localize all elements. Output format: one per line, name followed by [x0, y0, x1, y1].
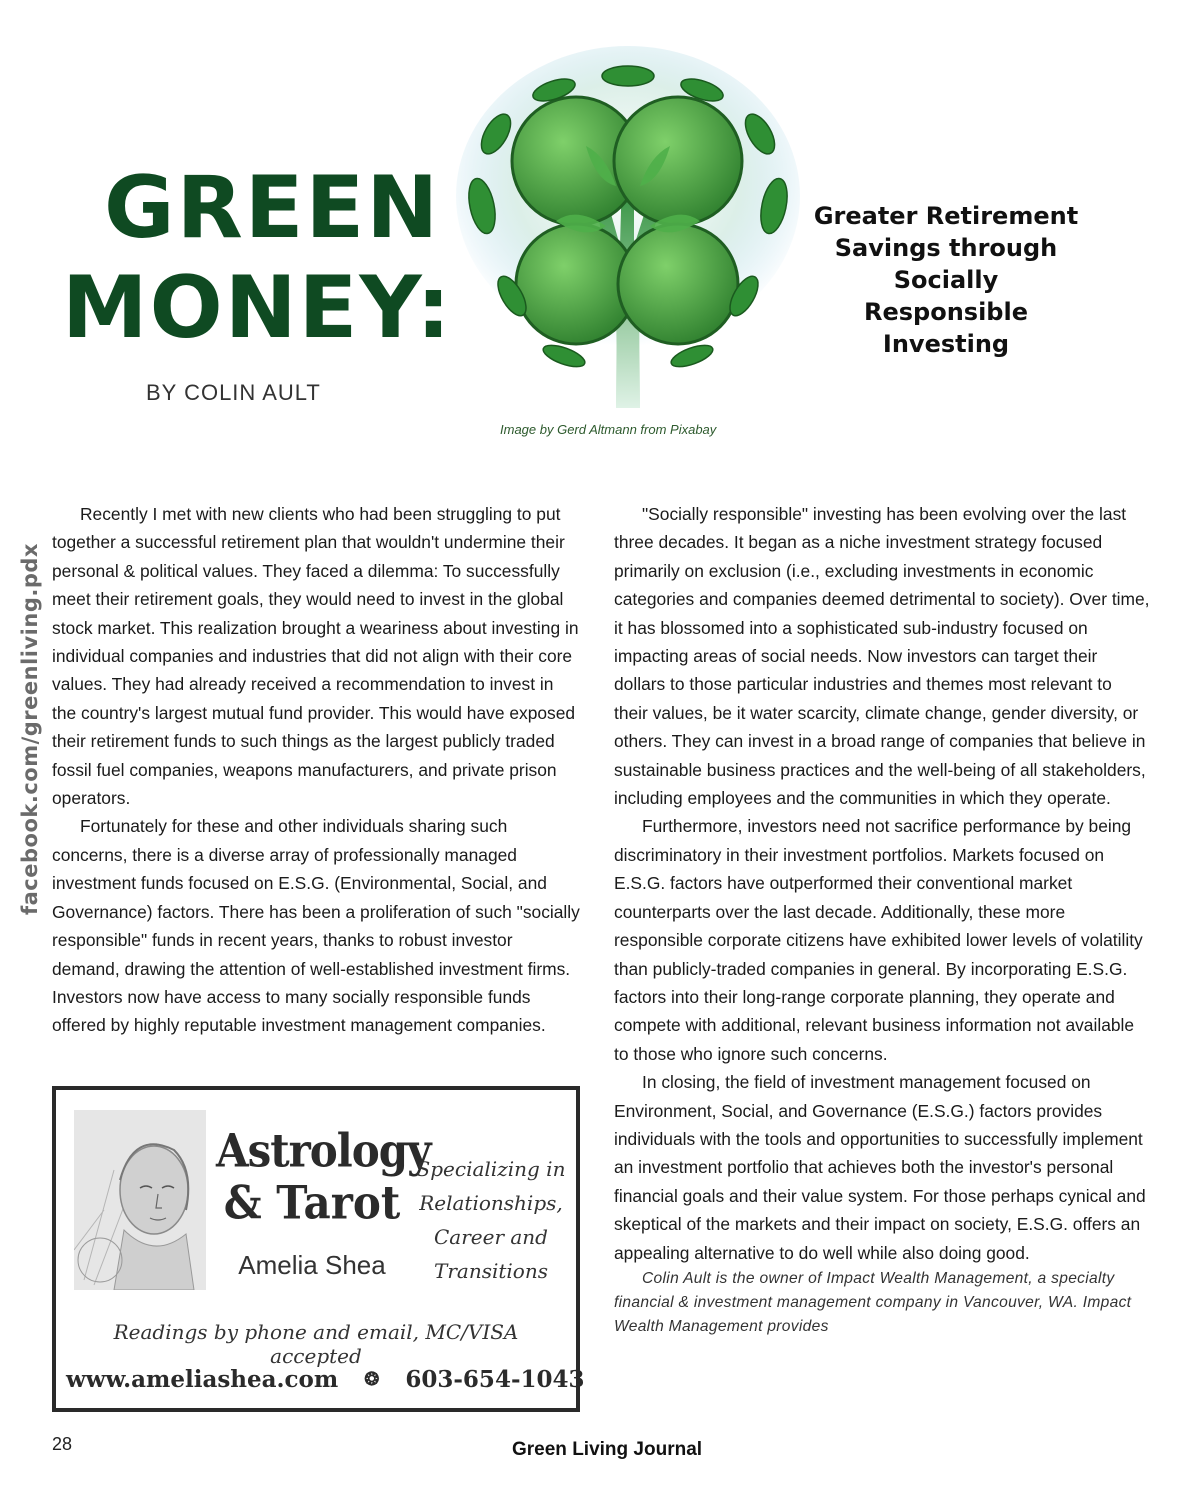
ad-readings-note: Readings by phone and email, MC/VISA accepted	[113, 1320, 519, 1368]
article-paragraph: "Socially responsible" investing has been evolving over the last three decades. It began as a niche investment strategy focused primarily on exclusion (i.e., excluding investments in economic categories and companies deemed detrimental to society). Over time, it has blossomed into a sophisticated sub-industry focused on impacting areas of social needs. Now investors can target their dollars to those particular industries and themes most relevant to their values, be it water scarcity, climate change, gender diversity, or others. They can invest in a broad range of companies that believe in sustainable business practices and the well-being of all stakeholders, including employees and the communities in which they operate.	[614, 504, 1150, 809]
article-paragraph: Recently I met with new clients who had been struggling to put together a successful retirement plan that wouldn't undermine their personal & political values. They faced a dilemma: To successfully meet their retirement goals, they would need to invest in the global stock market. This realization brought a weariness about investing in individual companies and industries that did not align with their core values. They had already received a recommendation to invest in the country's largest mutual fund provider. This would have exposed their retirement funds to such things as the largest publicly traded fossil fuel companies, weapons manufacturers, and private prison operators.	[52, 504, 579, 809]
subtitle-line-4: Investing	[882, 330, 1010, 358]
article-column-left	[52, 500, 582, 1040]
page-number: 28	[52, 1434, 73, 1454]
ad-contact	[66, 1366, 585, 1393]
headline-line-2: MONEY:	[62, 258, 453, 358]
headline-line-1: GREEN	[104, 158, 441, 258]
ad-specialties	[416, 1152, 566, 1288]
astrology-tarot-advertisement	[52, 1086, 585, 1412]
facebook-url-sidebar: facebook.com/greenliving.pdx	[18, 543, 42, 915]
ad-spec-line: Specializing in	[416, 1157, 566, 1181]
ornament-icon: ❂	[364, 1369, 380, 1390]
ad-spec-line: Relationships,	[419, 1191, 563, 1215]
ad-website-link[interactable]: www.ameliashea.com	[66, 1366, 339, 1393]
article-column-right	[614, 500, 1150, 1339]
subtitle-line-1: Greater Retirement	[813, 202, 1079, 230]
ad-title	[216, 1123, 431, 1230]
ad-name: Amelia Shea	[238, 1250, 386, 1280]
article-paragraph: In closing, the field of investment management focused on Environment, Social, and Governance (E.S.G.) factors provides individuals with the tools and opportunities to successfully implement an investment portfolio that achieves both the investor's personal financial goals and their value system. For those perhaps cynical and skeptical of the markets and their impact on society, E.S.G. offers an appealing alternative to do well while also doing good.	[614, 1072, 1146, 1263]
article-subtitle	[810, 200, 1082, 360]
author-bio: Colin Ault is the owner of Impact Wealth Management, a specialty financial & investment management company in Vancouver, WA. Impact Wealth Management provides	[614, 1269, 1132, 1335]
byline: BY COLIN AULT	[146, 380, 321, 405]
subtitle-line-2: Savings through	[834, 234, 1058, 262]
article-paragraph: Furthermore, investors need not sacrifice performance by being discriminatory in their investment portfolios. Markets focused on E.S.G. factors have outperformed their conventional market counterparts over the last decade. Additionally, these more responsible corporate citizens have exhibited lower levels of volatility than publicly-traded companies in general. By incorporating E.S.G. factors into their long-range corporate planning, they operate and compete with additional, relevant business information not available to those who ignore such concerns.	[614, 816, 1143, 1064]
article-paragraph: Fortunately for these and other individuals sharing such concerns, there is a diverse array of professionally managed investment funds focused on E.S.G. (Environmental, Social, and Governance) factors. There has been a proliferation of such "socially responsible" funds in recent years, thanks to robust investor demand, drawing the attention of well-established investment firms. Investors now have access to many socially responsible funds offered by highly reputable investment management companies.	[52, 816, 580, 1036]
ad-spec-line: Transitions	[434, 1259, 548, 1283]
portrait-sketch-image	[74, 1110, 206, 1290]
journal-name: Green Living Journal	[512, 1439, 703, 1460]
article-headline	[62, 158, 462, 358]
ad-phone: 603-654-1043	[405, 1366, 585, 1393]
ad-title-tarot: & Tarot	[223, 1175, 401, 1230]
money-tree-illustration	[456, 46, 800, 408]
image-credit: Image by Gerd Altmann from Pixabay	[500, 422, 717, 437]
ad-title-astrology: Astrology	[216, 1123, 431, 1178]
ad-spec-line: Career and	[434, 1225, 548, 1249]
subtitle-line-3: Socially Responsible	[864, 266, 1028, 326]
